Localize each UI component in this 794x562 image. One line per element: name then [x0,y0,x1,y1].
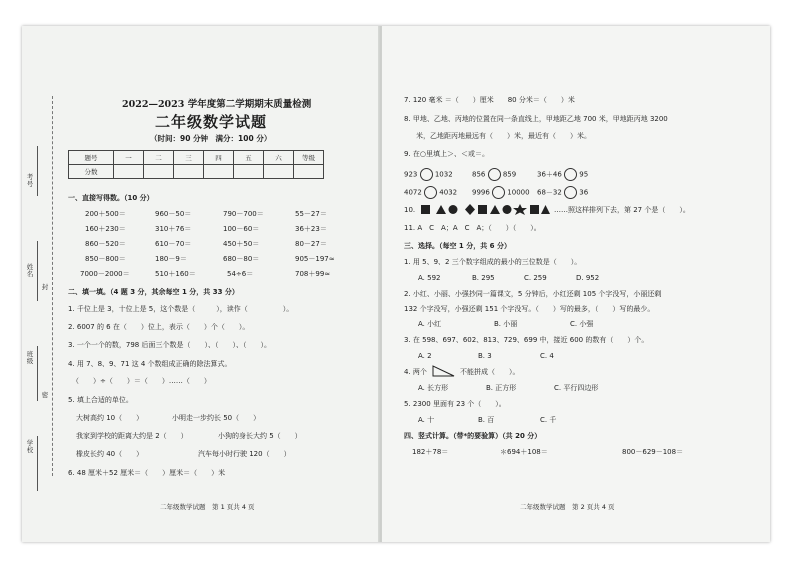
unit-item: 我家到学校的距离大约是 2（ ） [76,432,188,440]
circle-icon [449,205,458,214]
page-footer: 二年级数学试题 第 2 页共 4 页 [520,503,615,511]
calc-item: 905－197≈ [295,255,335,263]
calc-item: 36＋23＝ [295,225,327,233]
calc-item: 80－27＝ [295,240,327,248]
table-header-cell: 三 [174,151,204,165]
question-2-10-number: 10. [404,206,416,214]
question-2-8-cont: 米，乙地距丙地最远有（ ）米，最近有（ ）米。 [416,132,591,140]
choice-option[interactable]: B. 3 [478,352,492,360]
compare-circle[interactable] [420,168,433,181]
choice-option[interactable]: B. 正方形 [486,384,517,392]
score-table-header [69,151,324,165]
square-icon [478,205,487,214]
section-3-heading: 三、选择。（每空 1 分，共 6 分） [404,242,511,250]
table-header-cell: 六 [264,151,294,165]
choice-1: 1. 用 5、9、2 三个数字组成的最小的三位数是（ ）。 [404,258,582,266]
choice-option[interactable]: A. 小红 [418,320,442,328]
seal-line [52,96,53,476]
table-header-cell: 一 [114,151,144,165]
question-2-10-text: ……照这样排列下去，第 27 个是（ ）。 [554,206,690,214]
choice-option[interactable]: C. 259 [524,274,547,282]
calc-item: 310＋76＝ [155,225,192,233]
score-cell[interactable] [234,165,264,179]
choice-3: 3. 在 598、697、602、813、729、699 中，接近 600 的数有（ ）个。 [404,336,649,344]
square-icon [421,205,430,214]
score-table-row [69,165,324,179]
unit-item: 小狗的身长大约 5（ ） [218,432,302,440]
shape-pattern [420,203,550,217]
calc-item: 708＋99≈ [295,270,331,278]
compare-circle[interactable] [424,186,437,199]
calc-item: 790－700＝ [223,210,264,218]
calc-item: 55－27＝ [295,210,327,218]
choice-5: 5. 2300 里面有 23 个（ ）。 [404,400,506,408]
compare-item: 36＋46 95 [537,168,588,181]
time-score: （时间：90 分钟 满分：100 分） [150,134,272,143]
compare-circle[interactable] [492,186,505,199]
calc-item: 860－520＝ [85,240,126,248]
star-icon [513,204,527,215]
choice-4-prefix: 4. 两个 [404,368,427,376]
exam-subtitle: 二年级数学试题 [155,113,268,131]
compare-item: 9996 10000 [472,186,530,199]
name-line [37,241,38,301]
calc-item: 180－9＝ [155,255,187,263]
id-line [37,146,38,196]
choice-option[interactable]: A. 长方形 [418,384,449,392]
school-line [37,436,38,491]
calc-item: 450＋50＝ [223,240,260,248]
choice-option[interactable]: B. 百 [478,416,495,424]
triangle-icon [432,365,456,377]
page-1 [22,26,380,542]
choice-2-cont: 132 个字没写，小强还剩 151 个字没写。（ ）写的最多，（ ）写的最少。 [404,305,655,313]
side-label-school: 学校 [26,439,34,454]
compare-circle[interactable] [564,186,577,199]
question-2-4: 4. 用 7、8、9、71 这 4 个数组成正确的除法算式。 [68,360,232,368]
question-2-4-blanks: （ ）÷（ ）＝（ ）……（ ） [72,377,211,385]
calc-item: 680－80＝ [223,255,260,263]
question-2-9: 9. 在○里填上＞、＜或＝。 [404,150,490,158]
calc-item: 200＋500＝ [85,210,126,218]
vertical-calc: 182＋78＝ [412,448,449,456]
score-cell[interactable] [144,165,174,179]
table-header-cell: 四 [204,151,234,165]
triangle-icon [490,205,500,214]
table-header-cell: 五 [234,151,264,165]
side-label-name: 姓名 [26,263,34,278]
calc-item: 850－800＝ [85,255,126,263]
compare-item: 856 859 [472,168,516,181]
circle-icon [503,205,512,214]
seal-mark-feng: 封 [41,283,49,291]
table-header-cell: 等级 [294,151,324,165]
calc-item: 160＋230＝ [85,225,126,233]
question-2-7: 7. 120 毫米 ＝（ ）厘米 80 分米＝（ ）米 [404,96,575,104]
section-2-heading: 二、填一填。（4 题 3 分，其余每空 1 分，共 33 分） [68,288,239,296]
section-4-heading: 四、竖式计算。（带*的要验算）（共 20 分） [404,432,542,440]
square-icon [530,205,539,214]
choice-option[interactable]: A. 2 [418,352,432,360]
question-2-3: 3. 一个一个的数，798 后面三个数是（ ）、（ ）、（ ）。 [68,341,271,349]
vertical-calc: 800－629－108＝ [622,448,684,456]
choice-option[interactable]: A. 十 [418,416,435,424]
compare-item: 4072 4032 [404,186,457,199]
choice-option[interactable]: B. 小丽 [494,320,518,328]
score-cell[interactable] [294,165,324,179]
calc-item: 510＋160＝ [155,270,196,278]
side-label-class: 班级 [26,350,34,365]
question-2-11: 11. A C A；A C A；（ ）（ ）。 [404,224,541,232]
question-2-5: 5. 填上合适的单位。 [68,396,133,404]
calc-item: 7000－2000＝ [80,270,130,278]
calc-item: 610－70＝ [155,240,192,248]
question-2-6: 6. 48 厘米＋52 厘米＝（ ）厘米＝（ ）米 [68,469,226,477]
triangle-icon [436,205,446,214]
choice-option[interactable]: A. 592 [418,274,441,282]
score-cell[interactable] [174,165,204,179]
diamond-icon [465,204,475,215]
choice-option[interactable]: D. 952 [576,274,600,282]
question-2-2: 2. 6007 的 6 在（ ）位上，表示（ ）个（ ）。 [68,323,250,331]
question-2-1: 1. 千位上是 3，十位上是 5，这个数是（ ），读作（ ）。 [68,305,294,313]
class-line [37,346,38,401]
choice-option[interactable]: C. 小强 [570,320,594,328]
compare-circle[interactable] [564,168,577,181]
table-row-label: 分数 [69,165,114,179]
table-header-cell: 题号 [69,151,114,165]
choice-4: 不能拼成（ ）。 [460,368,520,376]
exam-photo [22,26,770,542]
score-cell[interactable] [204,165,234,179]
choice-option[interactable]: B. 295 [472,274,495,282]
unit-item: 橡皮长约 40（ ） [76,450,144,458]
side-label-id: 考号 [26,173,34,188]
calc-item: 100－60＝ [223,225,260,233]
section-1-heading: 一、直接写得数。（10 分） [68,194,154,202]
choice-option[interactable]: C. 平行四边形 [554,384,599,392]
page-footer: 二年级数学试题 第 1 页共 4 页 [160,503,255,511]
unit-item: 汽车每小时行驶 120（ ） [198,450,291,458]
triangle-icon [541,205,550,214]
page-2 [382,26,770,542]
score-cell[interactable] [264,165,294,179]
choice-option[interactable]: C. 4 [540,352,554,360]
table-header-cell: 二 [144,151,174,165]
choice-2: 2. 小红、小丽、小强抄同一篇课文，5 分钟后，小红还剩 105 个字没写，小丽还剩 [404,290,662,298]
unit-item: 小明走一步约长 50（ ） [172,414,261,422]
unit-item: 大树高约 10（ ） [76,414,144,422]
calc-item: 960－50＝ [155,210,192,218]
compare-item: 923 1032 [404,168,453,181]
seal-mark-mi: 密 [41,391,49,399]
score-cell[interactable] [114,165,144,179]
calc-item: 54÷6＝ [227,270,254,278]
exam-title: 2022—2023 学年度第二学期期末质量检测 [122,99,312,110]
compare-circle[interactable] [488,168,501,181]
compare-item: 68－32 36 [537,186,588,199]
choice-option[interactable]: C. 千 [540,416,557,424]
question-2-8: 8. 甲地、乙地、丙地的位置在同一条直线上，甲地距乙地 700 米，甲地距丙地 3200 [404,115,668,123]
vertical-calc: ＊694＋108＝ [500,448,548,456]
score-table [68,150,324,179]
